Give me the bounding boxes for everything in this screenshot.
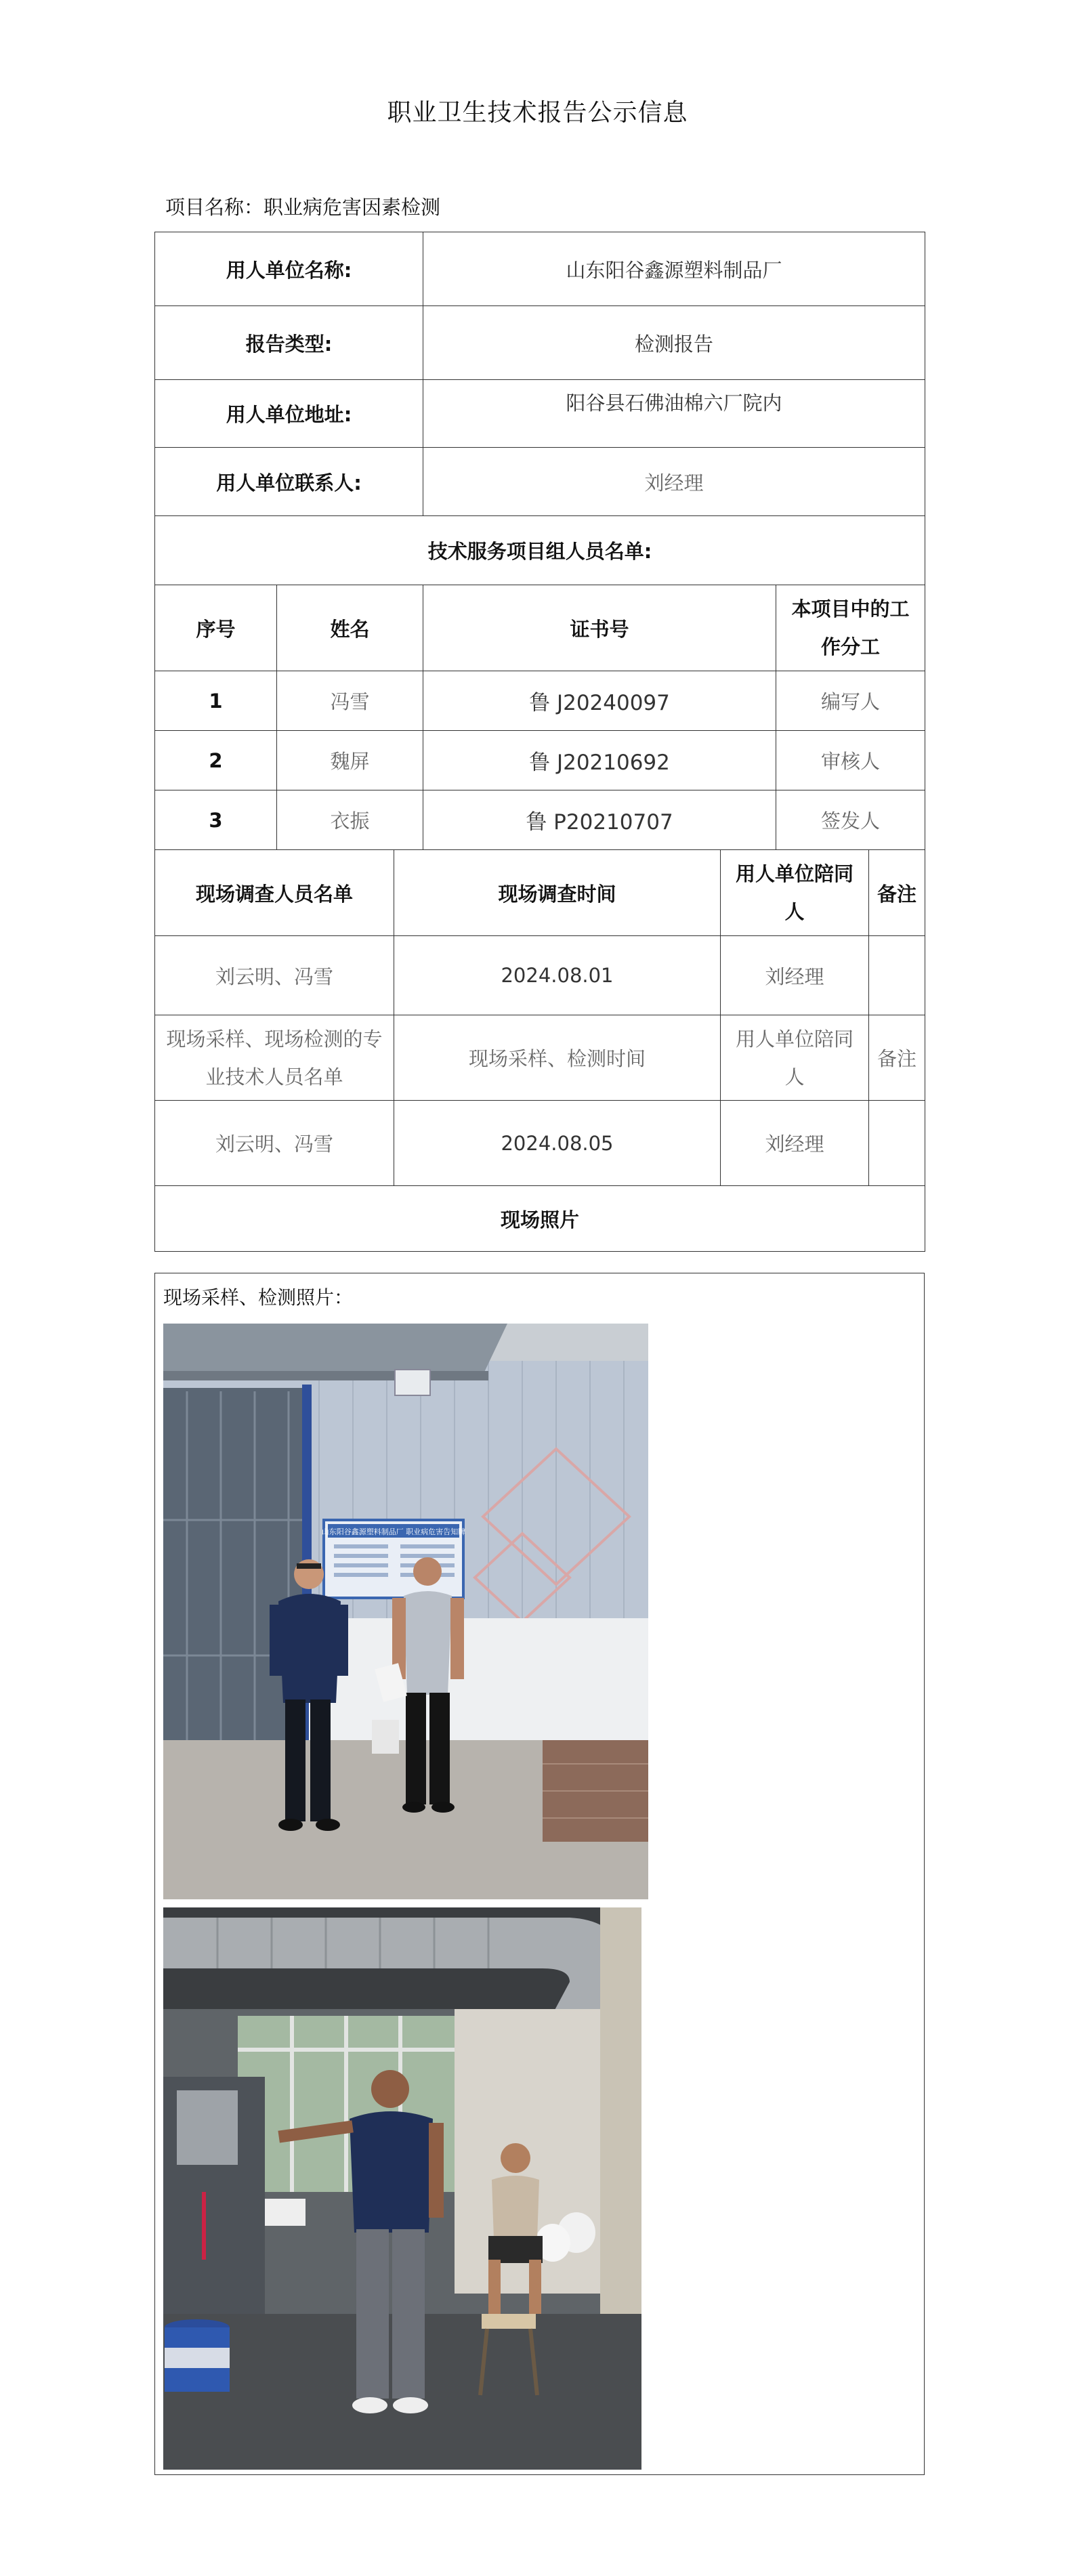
survey-note bbox=[869, 936, 925, 1015]
sampling-time: 2024.08.05 bbox=[394, 1101, 721, 1186]
sampling-note bbox=[869, 1101, 925, 1186]
team-name: 衣振 bbox=[277, 790, 423, 850]
photo-header: 现场照片 bbox=[155, 1186, 925, 1252]
table-row bbox=[155, 731, 925, 790]
page-title: 职业卫生技术报告公示信息 bbox=[387, 99, 688, 127]
contact-label: 用人单位联系人: bbox=[155, 448, 423, 516]
sampling-col-companion: 用人单位陪同人 bbox=[721, 1015, 869, 1101]
sampling-names: 刘云明、冯雪 bbox=[155, 1101, 394, 1186]
employer-name-label: 用人单位名称: bbox=[155, 232, 423, 306]
survey-time: 2024.08.01 bbox=[394, 936, 721, 1015]
team-no: 2 bbox=[155, 731, 277, 790]
survey-col-companion: 用人单位陪同人 bbox=[721, 850, 869, 936]
team-no: 3 bbox=[155, 790, 277, 850]
sampling-col-names: 现场采样、现场检测的专业技术人员名单 bbox=[155, 1015, 394, 1101]
survey-col-names: 现场调查人员名单 bbox=[155, 850, 394, 936]
survey-col-note: 备注 bbox=[869, 850, 925, 936]
team-cert: 鲁 J20210692 bbox=[423, 731, 776, 790]
photo-section bbox=[154, 1273, 925, 2475]
survey-companion: 刘经理 bbox=[721, 936, 869, 1015]
table-row bbox=[155, 790, 925, 850]
address-label: 用人单位地址: bbox=[155, 380, 423, 448]
team-name: 冯雪 bbox=[277, 671, 423, 731]
sampling-companion: 刘经理 bbox=[721, 1101, 869, 1186]
site-photo-workshop bbox=[163, 1907, 641, 2470]
sampling-col-time: 现场采样、检测时间 bbox=[394, 1015, 721, 1101]
team-no: 1 bbox=[155, 671, 277, 731]
table-row bbox=[155, 671, 925, 731]
project-name: 项目名称：职业病危害因素检测 bbox=[165, 196, 441, 219]
notice-board-text: 山东阳谷鑫源塑料制品厂 职业病危害告知牌 bbox=[321, 1527, 466, 1536]
site-photo-outdoor bbox=[163, 1324, 648, 1899]
team-role: 审核人 bbox=[776, 731, 925, 790]
team-col-name: 姓名 bbox=[277, 585, 423, 671]
team-name: 魏屏 bbox=[277, 731, 423, 790]
photos-label: 现场采样、检测照片： bbox=[163, 1286, 354, 1309]
report-type-value: 检测报告 bbox=[423, 306, 925, 380]
info-table bbox=[154, 232, 925, 1252]
sampling-col-note: 备注 bbox=[869, 1015, 925, 1101]
team-cert: 鲁 P20210707 bbox=[423, 790, 776, 850]
survey-col-time: 现场调查时间 bbox=[394, 850, 721, 936]
team-role: 编写人 bbox=[776, 671, 925, 731]
survey-names: 刘云明、冯雪 bbox=[155, 936, 394, 1015]
report-type-label: 报告类型: bbox=[155, 306, 423, 380]
team-col-cert: 证书号 bbox=[423, 585, 776, 671]
employer-name-value: 山东阳谷鑫源塑料制品厂 bbox=[423, 232, 925, 306]
team-col-role: 本项目中的工作分工 bbox=[776, 585, 925, 671]
team-cert: 鲁 J20240097 bbox=[423, 671, 776, 731]
address-value: 阳谷县石佛油棉六厂院内 bbox=[423, 380, 925, 448]
team-role: 签发人 bbox=[776, 790, 925, 850]
contact-value: 刘经理 bbox=[423, 448, 925, 516]
team-col-no: 序号 bbox=[155, 585, 277, 671]
team-header: 技术服务项目组人员名单: bbox=[155, 516, 925, 585]
